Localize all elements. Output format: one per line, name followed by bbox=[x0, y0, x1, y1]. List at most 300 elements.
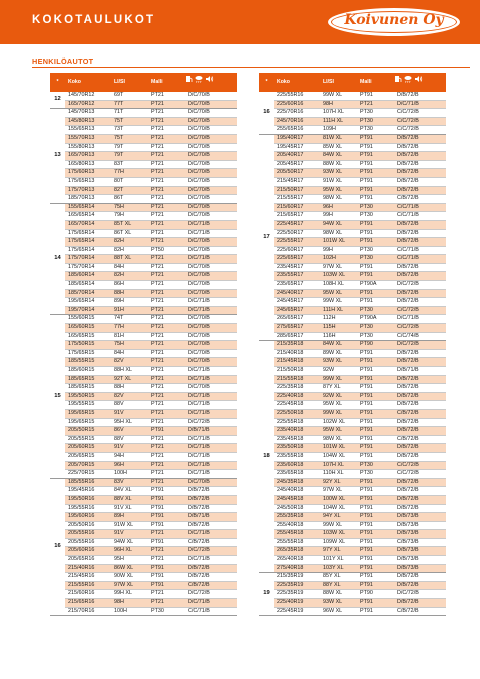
table-row bbox=[50, 573, 237, 582]
tire-size: 225/35R18 bbox=[274, 384, 320, 393]
load-speed-index: 91W XL bbox=[320, 177, 357, 186]
tire-size: 175/65R13 bbox=[65, 177, 111, 186]
load-speed-index: 98W XL bbox=[320, 435, 357, 444]
table-row bbox=[259, 92, 446, 100]
table-row bbox=[259, 315, 446, 324]
tire-size: 185/65R15 bbox=[65, 384, 111, 393]
tread-pattern: PT91 bbox=[357, 160, 394, 169]
load-speed-index: 92W bbox=[320, 367, 357, 376]
eu-label-rating: D/C/70/B bbox=[185, 384, 237, 393]
table-row bbox=[50, 92, 237, 100]
load-speed-index: 99W XL bbox=[320, 409, 357, 418]
eu-label-rating: D/C/71/B bbox=[185, 409, 237, 418]
load-speed-index: 83V bbox=[111, 478, 148, 487]
tire-size: 165/70R13 bbox=[65, 152, 111, 161]
load-speed-index: 89H bbox=[111, 513, 148, 522]
table-row bbox=[259, 607, 446, 616]
eu-label-rating: C/B/72/B bbox=[185, 538, 237, 547]
tire-size: 195/55R15 bbox=[65, 401, 111, 410]
column-header-load-speed: LI/SI bbox=[320, 73, 357, 92]
tire-size: 225/65R17 bbox=[274, 255, 320, 264]
column-header-size: Koko bbox=[274, 73, 320, 92]
tire-size: 215/70R16 bbox=[65, 607, 111, 616]
tire-size: 195/70R14 bbox=[65, 306, 111, 315]
table-row bbox=[259, 272, 446, 281]
tread-pattern: PT91 bbox=[357, 272, 394, 281]
load-speed-index: 73T bbox=[111, 126, 148, 135]
table-row bbox=[50, 306, 237, 315]
tire-size: 195/45R17 bbox=[274, 143, 320, 152]
table-row bbox=[259, 461, 446, 470]
table-row bbox=[50, 169, 237, 178]
tread-pattern: PT21 bbox=[148, 289, 185, 298]
load-speed-index: 88W XL bbox=[320, 590, 357, 599]
tread-pattern: PT21 bbox=[148, 435, 185, 444]
table-row bbox=[259, 143, 446, 152]
eu-label-rating: D/B/72/B bbox=[394, 289, 446, 298]
tire-size: 205/55R16 bbox=[65, 538, 111, 547]
tread-pattern: PT21 bbox=[148, 263, 185, 272]
table-row bbox=[50, 538, 237, 547]
tire-size: 215/65R16 bbox=[65, 599, 111, 608]
tread-pattern: PT21 bbox=[148, 384, 185, 393]
eu-label-rating: C/C/72/B bbox=[394, 109, 446, 118]
tread-pattern: PT91 bbox=[357, 298, 394, 307]
load-speed-index: 82V bbox=[111, 392, 148, 401]
eu-label-rating: D/B/71/B bbox=[394, 367, 446, 376]
eu-label-rating: D/C/72/B bbox=[185, 418, 237, 427]
table-row bbox=[259, 220, 446, 229]
load-speed-index: 88H XL bbox=[111, 367, 148, 376]
table-row bbox=[50, 521, 237, 530]
tire-size: 235/55R17 bbox=[274, 272, 320, 281]
load-speed-index: 115H bbox=[320, 324, 357, 333]
load-speed-index: 109H bbox=[320, 126, 357, 135]
eu-label-rating: D/C/72/B bbox=[394, 281, 446, 290]
tire-size: 225/60R16 bbox=[274, 100, 320, 109]
tire-size: 275/40R18 bbox=[274, 564, 320, 573]
tread-pattern: PT21 bbox=[148, 92, 185, 100]
tread-pattern: PT91 bbox=[148, 513, 185, 522]
table-row bbox=[50, 487, 237, 496]
load-speed-index: 100H bbox=[111, 470, 148, 479]
table-row bbox=[259, 538, 446, 547]
tire-size: 195/55R16 bbox=[65, 504, 111, 513]
rim-size-group: 16 bbox=[259, 92, 274, 134]
load-speed-index: 85W XL bbox=[320, 143, 357, 152]
load-speed-index: 75H bbox=[111, 203, 148, 212]
tread-pattern: PT21 bbox=[148, 152, 185, 161]
rim-size-group: 13 bbox=[50, 109, 65, 204]
tread-pattern: PT91 bbox=[357, 367, 394, 376]
rain-cloud-icon bbox=[195, 75, 203, 83]
tread-pattern: PT21 bbox=[148, 186, 185, 195]
tire-size: 225/55R17 bbox=[274, 238, 320, 247]
load-speed-index: 79H bbox=[111, 212, 148, 221]
eu-label-rating: D/C/71/B bbox=[185, 470, 237, 479]
eu-label-rating: D/B/72/B bbox=[394, 427, 446, 436]
tread-pattern: PT21 bbox=[148, 530, 185, 539]
load-speed-index: 90W XL bbox=[111, 573, 148, 582]
eu-label-rating: D/C/71/B bbox=[185, 401, 237, 410]
tread-pattern: PT30 bbox=[357, 117, 394, 126]
tire-size: 205/40R17 bbox=[274, 152, 320, 161]
eu-label-rating: D/B/72/B bbox=[394, 495, 446, 504]
table-row bbox=[50, 384, 237, 393]
load-speed-index: 82H bbox=[111, 238, 148, 247]
noise-speaker-icon bbox=[414, 75, 423, 83]
load-speed-index: 102H bbox=[320, 255, 357, 264]
tire-size: 225/45R18 bbox=[274, 401, 320, 410]
tire-size: 245/70R16 bbox=[274, 117, 320, 126]
table-row bbox=[259, 409, 446, 418]
table-row bbox=[50, 255, 237, 264]
eu-label-rating: D/B/72/B bbox=[394, 298, 446, 307]
eu-label-rating: D/B/72/B bbox=[394, 504, 446, 513]
eu-label-rating: D/C/71/B bbox=[185, 556, 237, 565]
table-row bbox=[259, 117, 446, 126]
eu-label-rating: D/C/70/B bbox=[185, 281, 237, 290]
load-speed-index: 96W XL bbox=[320, 607, 357, 616]
tread-pattern: PT21 bbox=[148, 177, 185, 186]
tread-pattern: PT91 bbox=[357, 401, 394, 410]
tire-size: 205/70R15 bbox=[65, 461, 111, 470]
tread-pattern: PT21 bbox=[148, 117, 185, 126]
tread-pattern: PT21 bbox=[148, 332, 185, 341]
table-row bbox=[259, 306, 446, 315]
table-row bbox=[259, 324, 446, 333]
tire-size: 205/50R15 bbox=[65, 427, 111, 436]
table-row bbox=[259, 229, 446, 238]
load-speed-index: 95W XL bbox=[320, 401, 357, 410]
eu-label-rating: D/C/70/B bbox=[185, 100, 237, 109]
load-speed-index: 85T XL bbox=[111, 220, 148, 229]
eu-label-rating: C/C/72/B bbox=[394, 324, 446, 333]
tire-size: 175/70R14 bbox=[65, 263, 111, 272]
eu-label-rating: D/C/71/B bbox=[394, 100, 446, 109]
load-speed-index: 101W XL bbox=[320, 444, 357, 453]
tread-pattern: PT21 bbox=[148, 341, 185, 350]
tire-size: 165/70R14 bbox=[65, 220, 111, 229]
table-row bbox=[259, 341, 446, 350]
table-row bbox=[50, 212, 237, 221]
table-row bbox=[50, 547, 237, 556]
table-row bbox=[50, 427, 237, 436]
rim-size-group: 17 bbox=[259, 134, 274, 340]
tread-pattern: PT91 bbox=[148, 538, 185, 547]
table-row bbox=[259, 504, 446, 513]
tire-size: 215/55R17 bbox=[274, 195, 320, 204]
table-row bbox=[259, 427, 446, 436]
tread-pattern: PT91 bbox=[357, 487, 394, 496]
tire-size: 225/70R16 bbox=[274, 109, 320, 118]
tire-size: 255/45R18 bbox=[274, 530, 320, 539]
load-speed-index: 89W XL bbox=[320, 349, 357, 358]
eu-label-rating: C/B/72/B bbox=[185, 581, 237, 590]
tread-pattern: PT21 bbox=[148, 599, 185, 608]
tire-size: 175/65R15 bbox=[65, 349, 111, 358]
eu-label-rating: D/B/72/B bbox=[394, 186, 446, 195]
tread-pattern: PT21 bbox=[148, 418, 185, 427]
eu-label-rating: D/C/70/B bbox=[185, 212, 237, 221]
eu-label-rating: C/C/72/B bbox=[394, 117, 446, 126]
tire-size: 225/55R16 bbox=[274, 92, 320, 100]
eu-label-rating: D/C/70/B bbox=[185, 289, 237, 298]
tire-size: 145/70R13 bbox=[65, 109, 111, 118]
tread-pattern: PT30 bbox=[357, 203, 394, 212]
load-speed-index: 81H bbox=[111, 332, 148, 341]
tread-pattern: PT91 bbox=[357, 427, 394, 436]
tread-pattern: PT21 bbox=[148, 229, 185, 238]
tread-pattern: PT91 bbox=[357, 134, 394, 143]
tire-size: 195/65R15 bbox=[65, 409, 111, 418]
tread-pattern: PT90A bbox=[357, 315, 394, 324]
tread-pattern: PT21 bbox=[148, 169, 185, 178]
tire-size: 245/40R17 bbox=[274, 289, 320, 298]
tire-size: 185/60R14 bbox=[65, 272, 111, 281]
load-speed-index: 98H bbox=[111, 599, 148, 608]
tread-pattern: PT91 bbox=[357, 177, 394, 186]
column-header-star: * bbox=[50, 73, 65, 92]
header-bar bbox=[0, 0, 480, 44]
tire-size: 215/55R18 bbox=[274, 375, 320, 384]
load-speed-index: 80T bbox=[111, 177, 148, 186]
load-speed-index: 103Y XL bbox=[320, 564, 357, 573]
table-row bbox=[50, 324, 237, 333]
eu-label-rating: D/C/70/B bbox=[185, 195, 237, 204]
tire-size: 145/70R12 bbox=[65, 92, 111, 100]
tread-pattern: PT91 bbox=[357, 238, 394, 247]
load-speed-index: 107H XL bbox=[320, 109, 357, 118]
tire-size: 205/55R15 bbox=[65, 435, 111, 444]
tread-pattern: PT91 bbox=[148, 487, 185, 496]
tire-size: 265/65R17 bbox=[274, 315, 320, 324]
table-row bbox=[259, 160, 446, 169]
load-speed-index: 88W XL bbox=[320, 160, 357, 169]
eu-label-rating: D/C/71/B bbox=[185, 452, 237, 461]
load-speed-index: 97W XL bbox=[320, 487, 357, 496]
table-row bbox=[259, 375, 446, 384]
tire-size: 255/65R16 bbox=[274, 126, 320, 135]
rim-size-group: 14 bbox=[50, 203, 65, 315]
table-row bbox=[259, 581, 446, 590]
eu-label-rating: D/C/71/B bbox=[185, 298, 237, 307]
eu-label-rating: D/C/71/B bbox=[185, 392, 237, 401]
eu-label-rating: C/B/73/B bbox=[394, 538, 446, 547]
tire-size: 225/55R18 bbox=[274, 418, 320, 427]
eu-label-rating: D/C/70/B bbox=[185, 349, 237, 358]
tire-size: 195/50R16 bbox=[65, 495, 111, 504]
eu-label-rating: C/C/71/B bbox=[394, 203, 446, 212]
table-row bbox=[50, 160, 237, 169]
section-title: HENKILÖAUTOT bbox=[32, 57, 94, 66]
load-speed-index: 79T bbox=[111, 152, 148, 161]
tire-size: 215/40R16 bbox=[65, 564, 111, 573]
table-row bbox=[50, 246, 237, 255]
load-speed-index: 100W XL bbox=[320, 495, 357, 504]
load-speed-index: 98W XL bbox=[320, 229, 357, 238]
table-row bbox=[259, 238, 446, 247]
eu-label-rating: D/B/73/B bbox=[394, 564, 446, 573]
eu-label-rating: D/C/70/B bbox=[185, 315, 237, 324]
tread-pattern: PT91 bbox=[357, 547, 394, 556]
load-speed-index: 82H bbox=[111, 272, 148, 281]
table-row bbox=[50, 117, 237, 126]
tire-size: 225/60R17 bbox=[274, 246, 320, 255]
eu-label-rating: D/B/73/B bbox=[394, 521, 446, 530]
table-row bbox=[50, 607, 237, 616]
load-speed-index: 75H bbox=[111, 341, 148, 350]
table-row bbox=[259, 195, 446, 204]
eu-label-rating: D/C/71/B bbox=[185, 435, 237, 444]
tire-size: 245/35R18 bbox=[274, 478, 320, 487]
load-speed-index: 91V XL bbox=[111, 504, 148, 513]
tire-size: 175/70R14 bbox=[65, 255, 111, 264]
tire-size: 225/40R19 bbox=[274, 599, 320, 608]
load-speed-index: 75T bbox=[111, 134, 148, 143]
load-speed-index: 91V bbox=[111, 409, 148, 418]
tire-size: 185/55R16 bbox=[65, 478, 111, 487]
tread-pattern: PT91 bbox=[148, 581, 185, 590]
eu-label-rating: C/B/72/B bbox=[394, 435, 446, 444]
tread-pattern: PT91 bbox=[357, 409, 394, 418]
load-speed-index: 85Y XL bbox=[320, 573, 357, 582]
table-row bbox=[50, 238, 237, 247]
eu-label-rating: D/C/71/B bbox=[185, 599, 237, 608]
tread-pattern: PT21 bbox=[148, 298, 185, 307]
eu-label-rating: D/B/72/B bbox=[394, 152, 446, 161]
eu-label-rating: D/B/72/B bbox=[394, 92, 446, 100]
tire-size: 215/45R16 bbox=[65, 573, 111, 582]
eu-label-rating: D/C/71/B bbox=[394, 315, 446, 324]
tire-size: 235/50R18 bbox=[274, 444, 320, 453]
tire-size: 205/45R17 bbox=[274, 160, 320, 169]
table-row bbox=[259, 487, 446, 496]
eu-label-rating: D/C/70/B bbox=[185, 134, 237, 143]
table-row bbox=[259, 392, 446, 401]
table-row bbox=[259, 530, 446, 539]
table-row bbox=[259, 444, 446, 453]
eu-label-rating: C/C/72/B bbox=[394, 461, 446, 470]
table-row bbox=[50, 470, 237, 479]
eu-label-rating: D/C/70/B bbox=[185, 126, 237, 135]
tire-size: 195/65R15 bbox=[65, 418, 111, 427]
tire-size: 245/65R17 bbox=[274, 306, 320, 315]
eu-label-rating: C/C/71/B bbox=[185, 607, 237, 616]
eu-label-rating: D/B/72/B bbox=[185, 504, 237, 513]
table-row bbox=[50, 298, 237, 307]
eu-label-rating: C/C/72/B bbox=[394, 306, 446, 315]
table-row bbox=[50, 341, 237, 350]
table-header-row bbox=[259, 73, 446, 92]
load-speed-index: 75T bbox=[111, 117, 148, 126]
tire-size: 215/45R17 bbox=[274, 177, 320, 186]
load-speed-index: 88V XL bbox=[111, 495, 148, 504]
tire-size: 215/55R16 bbox=[65, 581, 111, 590]
load-speed-index: 107H XL bbox=[320, 461, 357, 470]
tread-pattern: PT21 bbox=[148, 220, 185, 229]
table-row bbox=[259, 590, 446, 599]
eu-label-rating: D/B/72/B bbox=[394, 581, 446, 590]
load-speed-index: 86W XL bbox=[111, 564, 148, 573]
tire-size: 195/65R14 bbox=[65, 298, 111, 307]
load-speed-index: 77H bbox=[111, 169, 148, 178]
tire-size: 205/55R16 bbox=[65, 530, 111, 539]
load-speed-index: 83T bbox=[111, 160, 148, 169]
tire-size: 215/60R16 bbox=[65, 590, 111, 599]
rim-size-group: 12 bbox=[50, 92, 65, 109]
noise-speaker-icon bbox=[205, 75, 214, 83]
tire-size: 255/40R18 bbox=[274, 521, 320, 530]
table-row bbox=[259, 186, 446, 195]
tread-pattern: PT91 bbox=[357, 521, 394, 530]
tire-size: 245/50R18 bbox=[274, 504, 320, 513]
tread-pattern: PT91 bbox=[357, 384, 394, 393]
table-row bbox=[50, 349, 237, 358]
eu-label-rating: D/B/72/B bbox=[394, 220, 446, 229]
eu-label-rating: D/C/72/B bbox=[394, 341, 446, 350]
table-row bbox=[50, 186, 237, 195]
tread-pattern: PT91 bbox=[357, 495, 394, 504]
eu-label-rating: D/C/70/B bbox=[185, 152, 237, 161]
tire-size: 235/55R18 bbox=[274, 452, 320, 461]
load-speed-index: 74T bbox=[111, 315, 148, 324]
load-speed-index: 77H bbox=[111, 324, 148, 333]
column-header-eu-label-icons bbox=[394, 73, 446, 92]
tread-pattern: PT21 bbox=[148, 255, 185, 264]
table-row bbox=[259, 418, 446, 427]
tread-pattern: PT91 bbox=[357, 143, 394, 152]
tire-size: 275/65R17 bbox=[274, 324, 320, 333]
load-speed-index: 96H bbox=[320, 203, 357, 212]
eu-label-rating: D/C/72/B bbox=[185, 590, 237, 599]
tire-size: 245/45R18 bbox=[274, 495, 320, 504]
load-speed-index: 84H bbox=[111, 349, 148, 358]
load-speed-index: 82T bbox=[111, 186, 148, 195]
load-speed-index: 101Y XL bbox=[320, 556, 357, 565]
rim-size-group: 18 bbox=[259, 341, 274, 573]
tire-size: 185/70R13 bbox=[65, 195, 111, 204]
tire-size: 225/70R15 bbox=[65, 470, 111, 479]
load-speed-index: 92T XL bbox=[111, 375, 148, 384]
table-row bbox=[259, 470, 446, 479]
table-row bbox=[259, 109, 446, 118]
table-row bbox=[259, 332, 446, 341]
tread-pattern: PT21 bbox=[148, 358, 185, 367]
table-row bbox=[259, 177, 446, 186]
load-speed-index: 84V XL bbox=[111, 487, 148, 496]
table-row bbox=[259, 298, 446, 307]
column-header-pattern: Malli bbox=[148, 73, 185, 92]
tread-pattern: PT21 bbox=[148, 160, 185, 169]
table-row bbox=[50, 409, 237, 418]
eu-label-rating: D/C/72/B bbox=[185, 547, 237, 556]
load-speed-index: 111H XL bbox=[320, 306, 357, 315]
tread-pattern: PT91 bbox=[357, 513, 394, 522]
eu-label-rating: D/B/72/B bbox=[394, 392, 446, 401]
tread-pattern: PT91 bbox=[357, 220, 394, 229]
tread-pattern: PT30 bbox=[357, 461, 394, 470]
load-speed-index: 97Y XL bbox=[320, 547, 357, 556]
load-speed-index: 92W XL bbox=[320, 392, 357, 401]
load-speed-index: 100H bbox=[111, 607, 148, 616]
table-row bbox=[259, 521, 446, 530]
eu-label-rating: D/B/72/B bbox=[185, 495, 237, 504]
tire-size: 155/65R14 bbox=[65, 203, 111, 212]
tire-size: 225/50R17 bbox=[274, 229, 320, 238]
tread-pattern: PT21 bbox=[148, 470, 185, 479]
load-speed-index: 84W XL bbox=[320, 152, 357, 161]
